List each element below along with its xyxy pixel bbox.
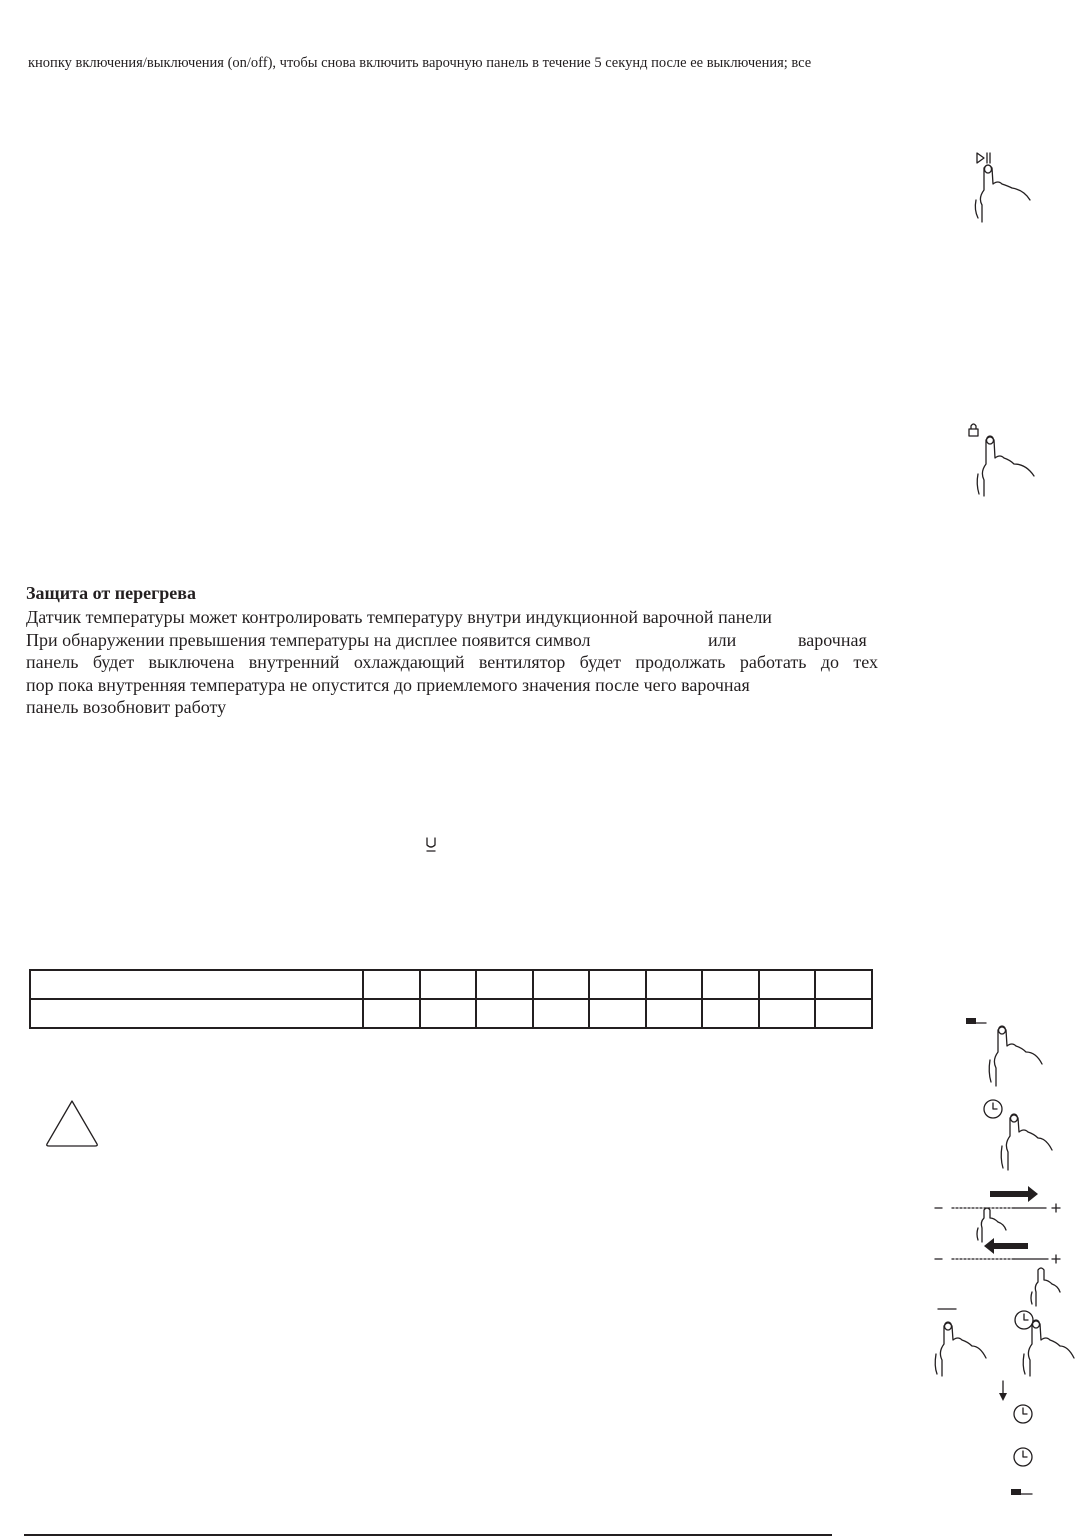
table-cell <box>476 970 533 999</box>
power-level-icon <box>962 1016 1048 1088</box>
power-level-touch-figure <box>962 1016 1048 1088</box>
table-cell <box>476 999 533 1028</box>
slider-decrease-figure <box>930 1240 1070 1310</box>
lock-touch-figure <box>966 422 1042 502</box>
table-cell <box>815 970 872 999</box>
overheat-line-5: панель возобновит работу <box>26 697 227 717</box>
pan-symbol-icon <box>424 836 438 854</box>
overheat-line-2-or: или <box>708 629 737 650</box>
power-level-step <box>1010 1488 1036 1498</box>
clock-step-2 <box>1012 1446 1034 1468</box>
down-arrow-icon <box>996 1380 1010 1402</box>
warning-triangle-icon <box>44 1098 100 1148</box>
table-cell <box>420 970 477 999</box>
power-level-icon <box>1010 1488 1036 1498</box>
lock-icon <box>966 422 1042 502</box>
table-cell <box>646 970 703 999</box>
overheat-line-2 <box>26 629 886 652</box>
table-cell <box>646 999 703 1028</box>
table-cell <box>589 999 646 1028</box>
table-row <box>30 999 872 1028</box>
play-pause-icon <box>972 150 1042 230</box>
overheat-heading: Защита от перегрева <box>26 583 196 603</box>
minus-and-clock-touch-figure <box>932 1306 1082 1382</box>
clock-icon <box>1012 1446 1034 1468</box>
pan-symbol-glyph <box>424 836 438 859</box>
table-cell <box>702 970 759 999</box>
slider-decrease-icon <box>930 1240 1070 1310</box>
table-cell <box>363 999 420 1028</box>
sequence-arrow <box>996 1380 1010 1402</box>
overheat-line-2-end: варочная <box>798 629 867 650</box>
clock-step-1 <box>1012 1403 1034 1425</box>
top-paragraph-fragment: кнопку включения/выключения (on/off), чтобы снова включить варочную панель в течение 5 секунд после ее выключения; все <box>28 55 812 71</box>
table-cell <box>702 999 759 1028</box>
page-bottom-rule <box>24 1534 832 1536</box>
slider-increase-icon <box>930 1184 1070 1244</box>
table-cell <box>533 999 590 1028</box>
table-cell <box>815 999 872 1028</box>
warning-figure <box>44 1098 100 1153</box>
power-level-table <box>29 969 873 1029</box>
table-cell <box>30 999 363 1028</box>
minus-clock-icon <box>932 1306 1082 1382</box>
overheat-line-1: Датчик температуры может контролировать температуру внутри индукционной варочной панели <box>26 607 772 627</box>
table-cell <box>533 970 590 999</box>
table-cell <box>363 970 420 999</box>
table-cell <box>759 970 816 999</box>
table-cell <box>30 970 363 999</box>
clock-icon <box>1012 1403 1034 1425</box>
table-cell <box>420 999 477 1028</box>
overheat-line-4: пор пока внутренняя температура не опустится до приемлемого значения после чего варочная <box>26 674 750 695</box>
slider-increase-figure <box>930 1184 1070 1244</box>
play-pause-touch-figure <box>972 150 1042 230</box>
table-cell <box>759 999 816 1028</box>
overheat-line-3: панель будет выключена внутренний охлаждающий вентилятор будет продолжать работать до тех <box>26 652 878 672</box>
table-row <box>30 970 872 999</box>
overheat-section <box>26 582 886 719</box>
table-cell <box>589 970 646 999</box>
clock-icon <box>982 1098 1054 1174</box>
overheat-line-2-start: При обнаружении превышения температуры на дисплее появится символ <box>26 629 591 650</box>
clock-touch-figure <box>982 1098 1054 1174</box>
